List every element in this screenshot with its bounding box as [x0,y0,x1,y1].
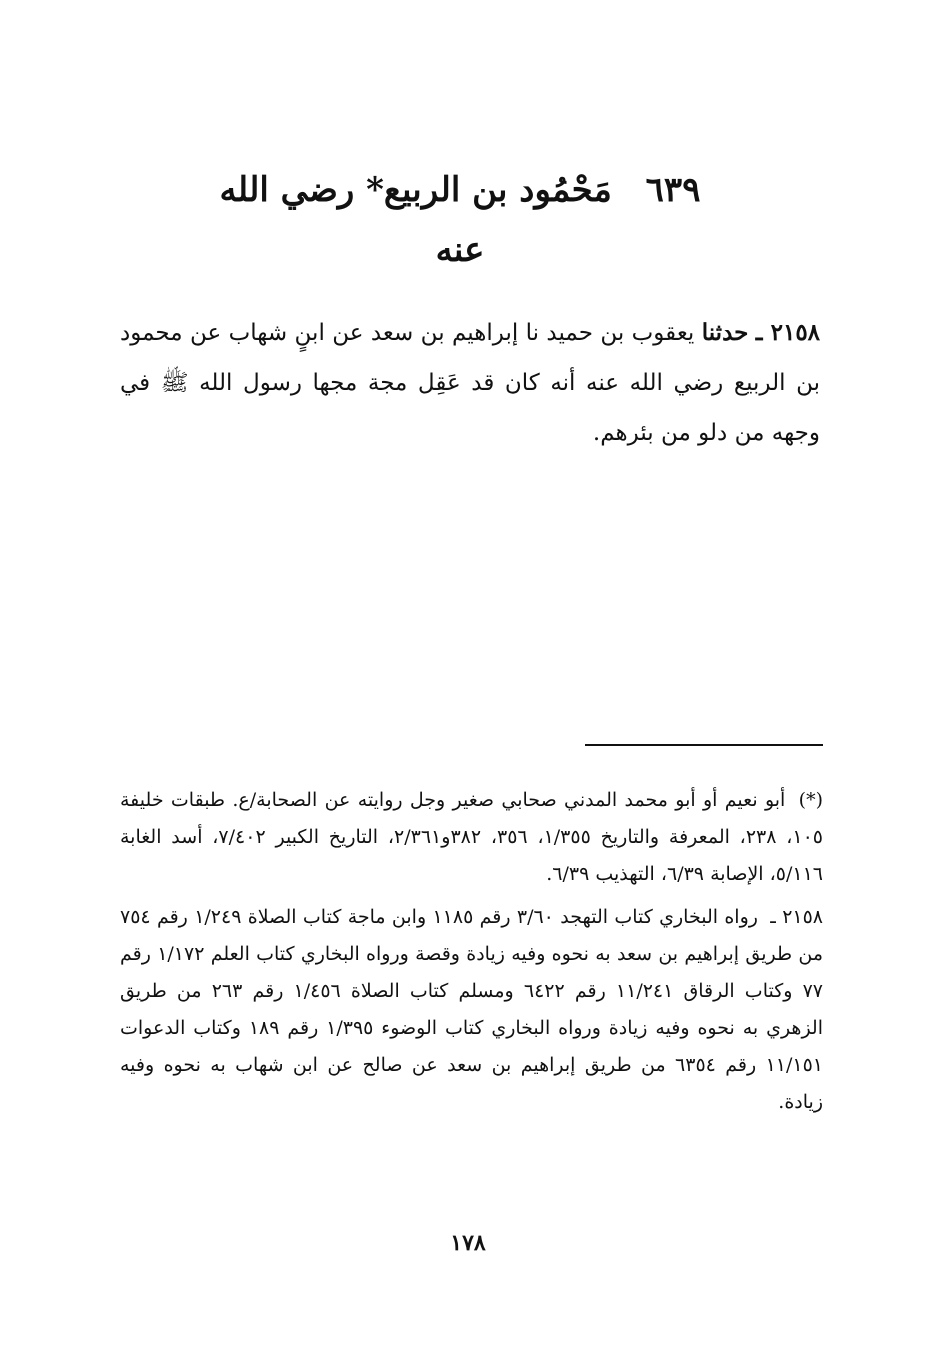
hadith-body: يعقوب بن حميد نا إبراهيم بن سعد عن ابنٍ شهاب عن محمود بن الربيع رضي الله عنه أنه كان قد عَقِل مجة مجها رسول الله ﷺ في وجهه من دلو من بئرهم. [120,320,820,446]
footnote-takhrij [120,899,823,1121]
hadith-number: ٢١٥٨ ـ [755,319,821,346]
footnote-divider [585,744,823,746]
footnote-marker: (*) [798,789,823,811]
footnote-text: رواه البخاري كتاب التهجد ٣/٦٠ رقم ١١٨٥ وابن ماجة كتاب الصلاة ١/٢٤٩ رقم ٧٥٤ من طريق إبراهيم بن سعد به نحوه وفيه زيادة وقصة ورواه البخاري كتاب العلم ١/١٧٢ رقم ٧٧ وكتاب الرقاق ١١/٢٤١ رقم ٦٤٢٢ ومسلم كتاب الصلاة ١/٤٥٦ رقم ٢٦٣ من طريق الزهري به نحوه وفيه زيادة ورواه البخاري كتاب الوضوء ١/٣٩٥ رقم ١٨٩ وكتاب الدعوات ١١/١٥١ رقم ٦٣٥٤ من طريق إبراهيم بن سعد عن صالح عن ابن شهاب به نحوه وفيه زيادة. [120,906,824,1113]
chapter-heading [200,160,720,280]
footnote-text: أبو نعيم أو أبو محمد المدني صحابي صغير وجل روايته عن الصحابة/ع. طبقات خليفة ١٠٥، ٢٣٨، المعرفة والتاريخ ١/٣٥٥، ٣٥٦، ٣٨٢و٢/٣٦١، التاريخ الكبير ٧/٤٠٢، أسد الغابة ٥/١١٦، الإصابة ٦/٣٩، التهذيب ٦/٣٩. [120,789,824,885]
chapter-number: ٦٣٩ [645,170,701,210]
hadith-text [120,308,820,458]
footnote-marker: ٢١٥٨ ـ [770,906,824,928]
footnote-biography [120,782,823,893]
hadith-lead: حدثنا [701,319,749,346]
page-number: ١٧٨ [450,1230,486,1256]
footnotes [120,782,823,1127]
chapter-title: مَحْمُود بن الربيع* رضي الله عنه [219,170,612,270]
